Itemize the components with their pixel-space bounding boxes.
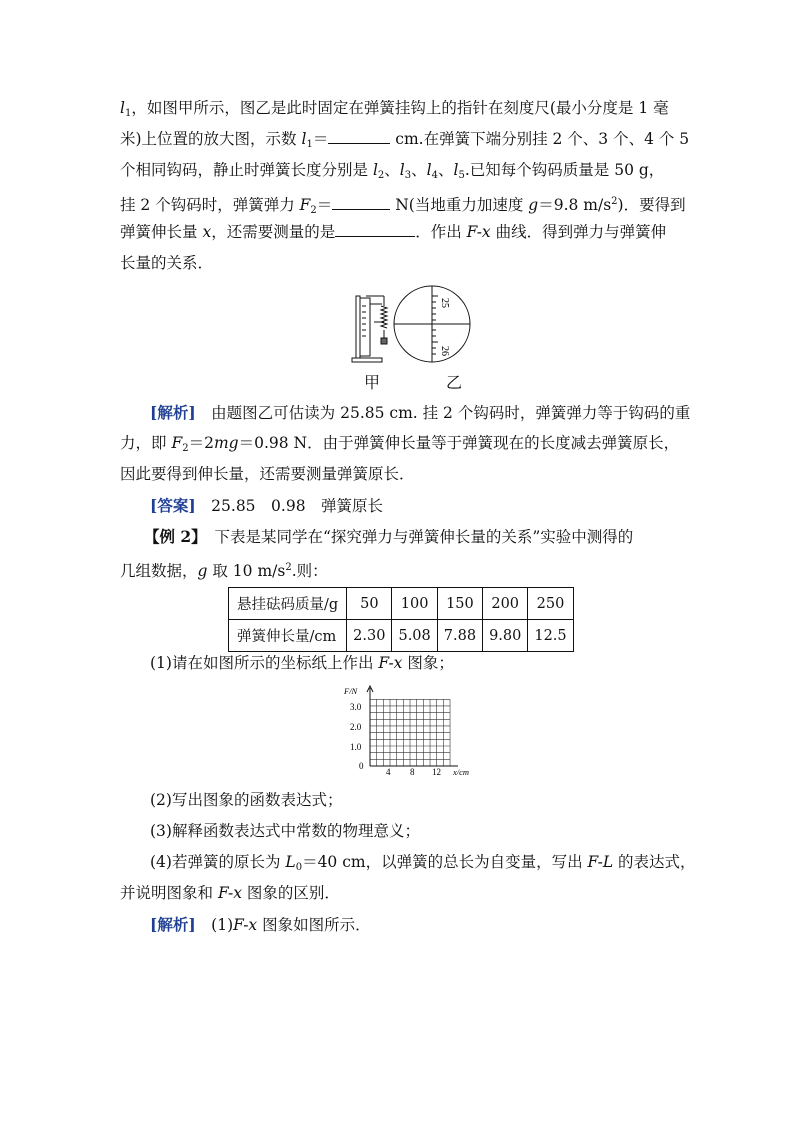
analysis-tag: [解析] xyxy=(150,403,196,422)
blank-measure xyxy=(335,222,415,237)
intro-line-3: 个相同钩码，静止时弹簧长度分别是 $l_2$、$l_3$、$l_4$、$l_5$.已知每个钩码质量是 50 g， xyxy=(120,161,665,181)
question-2: (2)写出图象的函数表达式； xyxy=(150,791,343,809)
table-row-header: 悬挂砝码质量/g xyxy=(229,588,347,620)
table-row-header: 弹簧伸长量/cm xyxy=(229,620,347,652)
y-tick-label: 2.0 xyxy=(350,722,362,732)
table-cell: 50 xyxy=(347,588,392,620)
spring-stand-icon xyxy=(352,296,387,362)
analysis1-line-1: [解析] 由题图乙可估读为 25.85 cm. 挂 2 个钩码时，弹簧弹力等于钩码的重 xyxy=(150,403,691,422)
answer-tag: [答案] xyxy=(150,496,196,515)
intro-line-6: 长量的关系． xyxy=(120,254,214,272)
question-4-line-2: 并说明图象和 F-x 图象的区别． xyxy=(120,884,340,902)
intro-line-1: $l_1$，如图甲所示，图乙是此时固定在弹簧挂钩上的指针在刻度尺(最小分度是 1 毫 xyxy=(120,99,669,119)
analysis1-line-2: 力，即 $F_2=2mg=0.98$ N．由于弹簧伸长量等于弹簧现在的长度减去弹簧原长， xyxy=(120,434,680,454)
example2-line-2: 几组数据，g 取 10 $m/s^2$.则： xyxy=(120,562,328,580)
table-row xyxy=(229,588,574,620)
blank-f2 xyxy=(332,195,390,210)
x-tick-label: 4 xyxy=(386,767,391,777)
y-tick-label: 3.0 xyxy=(350,702,362,712)
table-cell: 7.88 xyxy=(437,620,482,652)
magnified-scale-icon xyxy=(394,286,470,362)
blank-l1 xyxy=(328,129,390,144)
table-cell: 250 xyxy=(528,588,573,620)
table-cell: 100 xyxy=(392,588,437,620)
x-tick-label: 8 xyxy=(410,767,415,777)
intro-line-4: 挂 2 个钩码时，弹簧弹力 $F_2= N$(当地重力加速度 g＝9.8 $m/s^2$)．要得到 xyxy=(120,196,686,216)
table-cell: 5.08 xyxy=(392,620,437,652)
question-1: (1)请在如图所示的坐标纸上作出 F-x 图象； xyxy=(150,654,454,672)
example2-line-1: 【例 2】 下表是某同学在“探究弹力与弹簧伸长量的关系”实验中测得的 xyxy=(144,527,634,546)
figure-label-jia: 甲 xyxy=(364,373,381,392)
scale-tick-25: 25 xyxy=(439,298,450,308)
y-tick-label: 1.0 xyxy=(350,742,362,752)
y-axis-label: F/N xyxy=(344,686,358,696)
figure-label-yi: 乙 xyxy=(446,373,463,392)
coordinate-grid xyxy=(338,684,488,780)
analysis1-line-3: 因此要得到伸长量，还需要测量弹簧原长． xyxy=(120,465,415,483)
analysis2-line: [解析] (1)F-x 图象如图所示． xyxy=(150,915,371,934)
x-axis-label: x/cm xyxy=(453,767,470,777)
origin-label: 0 xyxy=(359,761,364,771)
table-row xyxy=(229,620,574,652)
figure-spring-apparatus xyxy=(348,282,474,364)
x-tick-label: 12 xyxy=(432,767,441,777)
scale-tick-26: 26 xyxy=(439,346,450,356)
table-cell: 9.80 xyxy=(483,620,528,652)
question-3: (3)解释函数表达式中常数的物理意义； xyxy=(150,822,420,840)
intro-line-5: 弹簧伸长量 x，还需要测量的是 ．作出 F-x 曲线．得到弹力与弹簧伸 xyxy=(120,223,667,241)
table-cell: 200 xyxy=(483,588,528,620)
grid-lines xyxy=(370,699,450,766)
table-cell: 2.30 xyxy=(347,620,392,652)
example-tag: 【例 2】 xyxy=(144,527,199,546)
question-4: (4)若弹簧的原长为 $L_0=40$ cm，以弹簧的总长为自变量，写出 F-L 的表达式， xyxy=(150,853,696,873)
answer1-line: [答案] 25.85 0.98 弹簧原长 xyxy=(150,496,384,515)
data-table xyxy=(228,587,574,652)
table-cell: 150 xyxy=(437,588,482,620)
intro-line-2: 米)上位置的放大图，示数 $l_1=$ cm.在弹簧下端分别挂 2 个、3 个、4 个 5 xyxy=(120,130,690,150)
analysis-tag: [解析] xyxy=(150,915,196,934)
table-cell: 12.5 xyxy=(528,620,573,652)
